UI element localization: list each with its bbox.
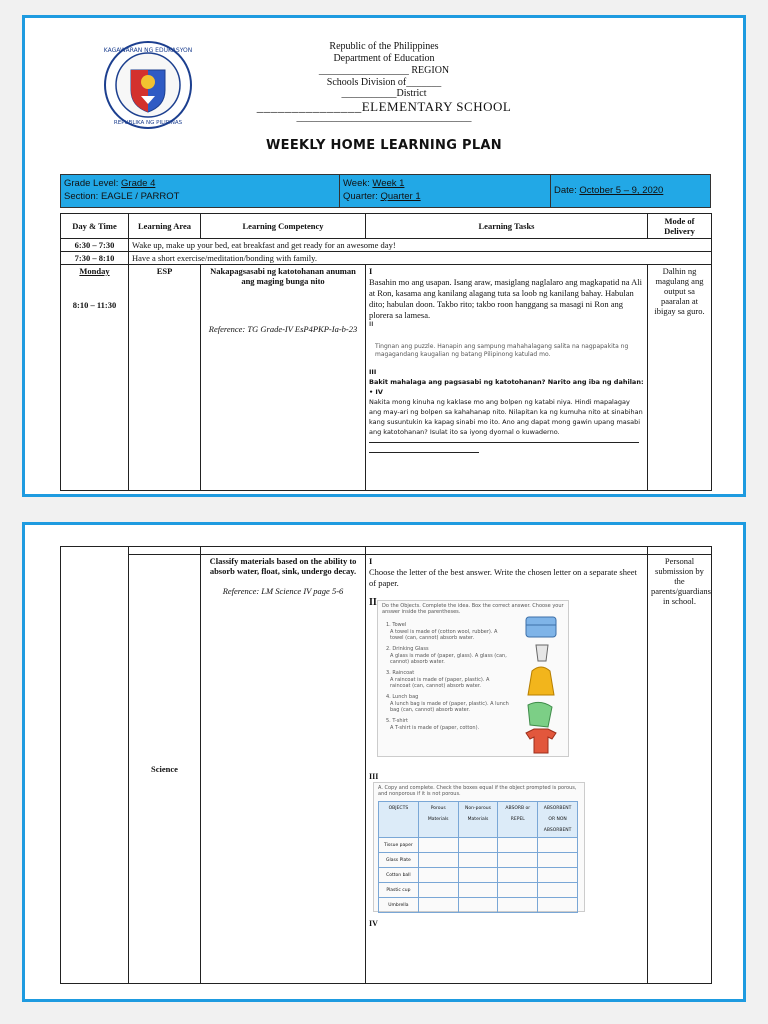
quarter-label: Quarter: (343, 191, 378, 202)
t-shirt-icon (526, 729, 556, 753)
learning-plan-table-continued (60, 546, 712, 984)
object-label: Glass Plate (379, 853, 419, 868)
object-label: Umbrella (379, 898, 419, 913)
worksheet-pictures (518, 615, 566, 755)
date-label: Date: (554, 185, 577, 196)
quarter-value: Quarter 1 (380, 191, 421, 202)
table-row-monday (61, 265, 712, 491)
answer-line (369, 452, 479, 453)
learning-area-cell: ESP (129, 265, 201, 491)
porous-table: OBJECTS Porous Materials Non-porous Materials ABSORB or REPEL ABSORBENT OR NON ABSORBENT Tissue paper Glass Plate Cotton ball Plastic cup Umbrella (378, 801, 578, 913)
worksheet-porous-table (373, 782, 585, 912)
task-i-text: Basahin mo ang usapan. Isang araw, masiglang naglalaro ang magkapatid na Ali at Ron, kasama ang kanilang alagang tuta sa loob ng kanilang bahay. Habulan dito; habulan doon. Takbo rito; takbo roon hanggang sa masagi ni Ron ang plorera sa lamesa. (369, 277, 643, 320)
mode-cell: Dalhin ng magulang ang output sa paaralan at ibigay sa guro. (648, 265, 712, 491)
page-1 (22, 15, 746, 497)
worksheet-item-title: 2. Drinking Glass (386, 646, 429, 652)
task-iii-label: III (369, 368, 377, 376)
raincoat-icon (528, 667, 554, 695)
competency-cell (201, 265, 366, 491)
section-label: Section: (64, 191, 99, 202)
week-value: Week 1 (372, 178, 405, 189)
day-label: Monday (79, 266, 110, 276)
table-spacer-row (61, 547, 712, 555)
learning-tasks-cell (366, 555, 648, 984)
grade-section-cell (61, 175, 340, 207)
object-label: Tissue paper (379, 838, 419, 853)
task-iii-label: III (369, 772, 379, 781)
worksheet-item-text: A T-shirt is made of (paper, cotton). (390, 725, 480, 731)
section-value: EAGLE / PARROT (100, 191, 180, 202)
worksheet-item-text: A glass is made of (paper, glass). A glass (can, cannot) absorb water. (390, 653, 507, 665)
info-bar (60, 174, 711, 208)
worksheet-item-text: A towel is made of (cotton wool, rubber). A towel (can, cannot) absorb water. (390, 629, 498, 641)
object-label: Plastic cup (379, 883, 419, 898)
header-deped: Department of Education (333, 53, 435, 64)
learning-tasks-cell (366, 265, 648, 491)
task-ii-label: II (369, 321, 374, 328)
table-row (61, 239, 712, 252)
task-ii-label: II (369, 597, 377, 608)
worksheet-intro: A. Copy and complete. Check the boxes equal if the object prompted is porous, and nonporous if it is not porous. (378, 785, 577, 797)
worksheet-item-text: A lunch bag is made of (paper, plastic). A lunch bag (can, cannot) absorb water. (390, 701, 509, 713)
task-iv-label: IV (369, 919, 378, 928)
worksheet-item-text: A raincoat is made of (paper, plastic). A raincoat (can, cannot) absorb water. (390, 677, 490, 689)
header-day-time: Day & Time (61, 214, 129, 239)
time-label: 8:10 – 11:30 (72, 300, 117, 310)
table-header-row (61, 214, 712, 239)
towel-icon (526, 617, 556, 637)
competency-text: Classify materials based on the ability to absorb water, float, sink, undergo decay. (209, 556, 357, 576)
svg-text:KAGAWARAN NG EDUKASYON: KAGAWARAN NG EDUKASYON (103, 47, 193, 54)
learning-plan-table (60, 213, 712, 491)
header-region: __________________ REGION (318, 65, 450, 76)
reference-text: Reference: LM Science IV page 5-6 (222, 586, 344, 596)
table-row (379, 898, 578, 913)
mode-cell: Personal submission by the parents/guardians in school. (648, 555, 712, 984)
task-iv-label: • IV (369, 388, 383, 396)
day-time-cell (61, 547, 129, 984)
table-row (379, 853, 578, 868)
grade-label: Grade Level: (64, 178, 119, 189)
header-district: ___________District (341, 88, 427, 99)
task-i-label: I (369, 266, 373, 276)
header-republic: Republic of the Philippines (329, 41, 439, 52)
answer-line (369, 442, 639, 443)
task-iv-text: Nakita mong kinuha ng kaklase mo ang bolpen ng katabi niya. Hindi mapalagay ang may-ari ng bolpen sa kahahanap nito. Nilapitan ka ng kumuha nito at sinabihan kang susuntukin ka kapag sinabi mo ito. Ano ang dapat mong gawin upang masabi ang katotohanan? Isulat ito sa iyong dyornal o kuwaderno. (369, 398, 643, 436)
date-value: October 5 – 9, 2020 (579, 185, 664, 196)
school-name: _______________ELEMENTARY SCHOOL (256, 99, 512, 114)
task-i-label: I (369, 556, 373, 566)
object-label: Cotton ball (379, 868, 419, 883)
date-cell (551, 175, 710, 207)
header-rule: ___________________________________ (296, 112, 472, 123)
worksheet-item-title: 3. Raincoat (386, 670, 415, 676)
header-division: Schools Division of_______ (326, 77, 442, 88)
worksheet-item-title: 4. Lunch bag (386, 694, 419, 700)
header-learning-area: Learning Area (129, 214, 201, 239)
learning-area-cell: Science (129, 555, 201, 984)
table-row-science (61, 555, 712, 984)
task-i-text: Choose the letter of the best answer. Write the chosen letter on a separate sheet of paper. (369, 567, 637, 588)
page-title: WEEKLY HOME LEARNING PLAN (266, 138, 502, 153)
row-activity: Wake up, make up your bed, eat breakfast and get ready for an awesome day! (129, 239, 712, 252)
worksheet-item-title: 1. Towel (386, 622, 407, 628)
competency-text: Nakapagsasabi ng katotohanan anuman ang maging bunga nito (210, 266, 356, 286)
header-learning-competency: Learning Competency (201, 214, 366, 239)
worksheet-materials (377, 600, 569, 757)
task-ii-text: Tingnan ang puzzle. Hanapin ang sampung mahahalagang salita na nagpapakita ng magagandang kaugalian ng batang Pilipinong katulad mo. (375, 343, 629, 358)
week-quarter-cell (340, 175, 551, 207)
reference-text: Reference: TG Grade-IV EsP4PKP-Ia-b-23 (208, 324, 358, 334)
table-row (61, 252, 712, 265)
table-row (379, 838, 578, 853)
lunch-bag-icon (528, 702, 552, 727)
table-row (379, 883, 578, 898)
header-learning-tasks: Learning Tasks (366, 214, 648, 239)
page-2 (22, 522, 746, 1002)
worksheet-item-title: 5. T-shirt (386, 718, 408, 724)
header-mode-of-delivery: Mode of Delivery (648, 214, 712, 239)
day-time-cell (61, 265, 129, 491)
competency-cell (201, 555, 366, 984)
glass-icon (536, 645, 548, 661)
row-time: 7:30 – 8:10 (61, 252, 129, 265)
row-time: 6:30 – 7:30 (61, 239, 129, 252)
worksheet-intro: Do the Objects. Complete the idea. Box the correct answer. Choose your answer inside the parentheses. (382, 603, 564, 615)
week-label: Week: (343, 178, 370, 189)
task-iii-text: Bakit mahalaga ang pagsasabi ng katotohanan? Narito ang iba ng dahilan: (369, 378, 644, 386)
row-activity: Have a short exercise/meditation/bonding with family. (129, 252, 712, 265)
table-row (379, 868, 578, 883)
svg-text:REPUBLIKA NG PILIPINAS: REPUBLIKA NG PILIPINAS (113, 120, 183, 126)
grade-value: Grade 4 (121, 178, 156, 189)
